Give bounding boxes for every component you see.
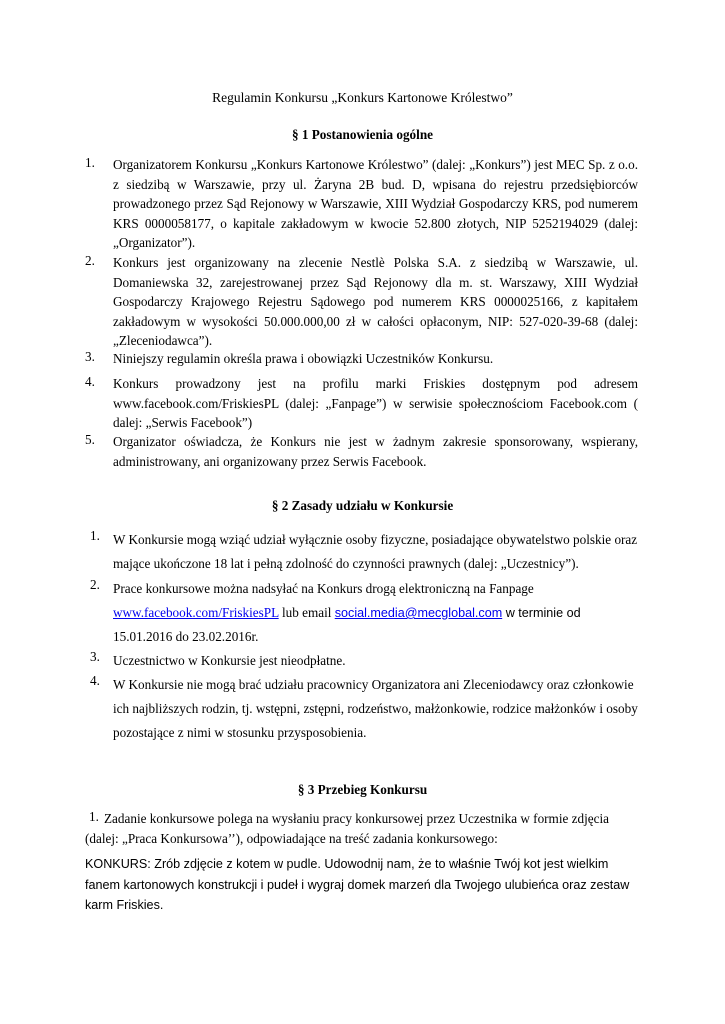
text-line: (dalej: „Praca Konkursowa’’), odpowiadające na treść zadania konkursowego: (85, 830, 498, 846)
text-line: Uczestnictwo w Konkursie jest nieodpłatne. (113, 653, 346, 668)
fanpage-link[interactable]: www.facebook.com/FriskiesPL (113, 605, 279, 620)
section-3-heading: § 3 Przebieg Konkursu (297, 782, 428, 797)
list-number: 3. (85, 349, 95, 364)
list-item (113, 349, 638, 369)
list-number: 3. (90, 649, 100, 664)
text-fragment: lub email (278, 605, 335, 620)
text-line: Domaniewska 32, zarejestrowanej przez Sąd Rejonowy dla m. st. Warszawy, XIII Wydział (113, 274, 638, 290)
list-number: 1. (89, 809, 99, 824)
list-item (85, 809, 645, 848)
text-line: administrowany, ani organizowany przez Serwis Facebook. (113, 453, 427, 469)
text-line: Organizator oświadcza, że Konkurs nie jest w żadnym zakresie sponsorowany, wspierany, (113, 434, 638, 449)
text-line: W Konkursie mogą wziąć udział wyłącznie osoby fizyczne, posiadające obywatelstwo polskie oraz (113, 532, 638, 547)
text-line: Niniejszy regulamin określa prawa i obowiązki Uczestników Konkursu. (113, 351, 494, 366)
email-link[interactable]: social.media@mecglobal.com (334, 606, 503, 620)
contest-task-text (85, 854, 655, 916)
text-line: z siedzibą w Warszawie, przy ul. Żaryna 2B bud. D, wpisana do rejestru przedsiębiorców (113, 176, 638, 192)
text-line: dalej: „Serwis Facebook”) (113, 415, 253, 430)
text-line: „Organizator”). (113, 235, 196, 250)
list-number: 1. (90, 528, 100, 543)
text-line: KONKURS: Zrób zdjęcie z kotem w pudle. Udowodnij nam, że to właśnie Twój kot jest wielkim (85, 857, 609, 871)
text-fragment: w terminie od (502, 606, 581, 620)
text-line: zakładowym w wysokości 50.000.000,00 zł w całości opłaconym, NIP: 527-020-39-68 (dalej: (113, 313, 638, 329)
text-line: karm Friskies. (85, 898, 164, 912)
text-line: www.facebook.com/FriskiesPL (dalej: „Fanpage”) w serwisie społecznościom Facebook.com ( (113, 395, 638, 411)
list-number: 4. (85, 374, 95, 389)
text-line: Organizatorem Konkursu „Konkurs Kartonowe Królestwo” (dalej: „Konkurs”) jest MEC Sp. z o.o. (113, 157, 638, 172)
text-line: KRS 0000058177, o kapitale zakładowym w kwocie 52.800 złotych, NIP 5252194029 (dalej: (113, 215, 638, 231)
list-item (113, 432, 638, 471)
text-line: „Zleceniodawca”). (113, 333, 213, 348)
list-item (113, 673, 643, 745)
list-number: 2. (85, 253, 95, 268)
document-title: Regulamin Konkursu „Konkurs Kartonowe Królestwo” (212, 90, 513, 105)
text-line: Gospodarczy Krajowego Rejestru Sądowego pod numerem KRS 0000025166, z kapitałem (113, 294, 638, 309)
list-item (113, 528, 643, 576)
text-line: Konkurs jest organizowany na zlecenie Nestlè Polska S.A. z siedzibą w Warszawie, ul. (113, 255, 638, 270)
list-number: 2. (90, 577, 100, 592)
text-line: fanem kartonowych konstrukcji i pudeł i wygraj domek marzeń dla Twojego ulubieńca oraz zestaw (85, 877, 630, 892)
text-line: Prace konkursowe można nadsyłać na Konkurs drogą elektroniczną na Fanpage (113, 581, 534, 596)
text-line: mające ukończone 18 lat i pełną zdolność do czynności prawnych (dalej: „Uczestnicy”). (113, 556, 579, 571)
list-item (113, 253, 638, 351)
text-line: Konkurs prowadzony jest na profilu marki Friskies dostępnym pod adresem (113, 376, 638, 391)
section-1-heading: § 1 Postanowienia ogólne (291, 127, 434, 142)
list-item (113, 649, 643, 673)
list-number: 5. (85, 432, 95, 447)
text-line: ich najbliższych rodzin, tj. wstępni, zstępni, rodzeństwo, małżonkowie, rodzice małżonków i osoby (113, 701, 638, 716)
list-number: 1. (85, 155, 95, 170)
list-item (113, 374, 638, 433)
list-item (113, 577, 643, 649)
section-2-heading: § 2 Zasady udziału w Konkursie (271, 498, 454, 513)
list-item (113, 155, 638, 253)
text-line: prowadzonego przez Sąd Rejonowy w Warszawie, XIII Wydział Gospodarczy KRS, pod numerem (113, 196, 638, 211)
text-line (113, 601, 643, 625)
text-line: Zadanie konkursowe polega na wysłaniu pracy konkursowej przez Uczestnika w formie zdjęcia (104, 811, 609, 826)
text-line: pozostające z nimi w stosunku przysposobienia. (113, 725, 367, 740)
text-line: W Konkursie nie mogą brać udziału pracownicy Organizatora ani Zleceniodawcy oraz członkowie (113, 677, 634, 692)
text-line: 15.01.2016 do 23.02.2016r. (113, 629, 259, 644)
list-number: 4. (90, 673, 100, 688)
